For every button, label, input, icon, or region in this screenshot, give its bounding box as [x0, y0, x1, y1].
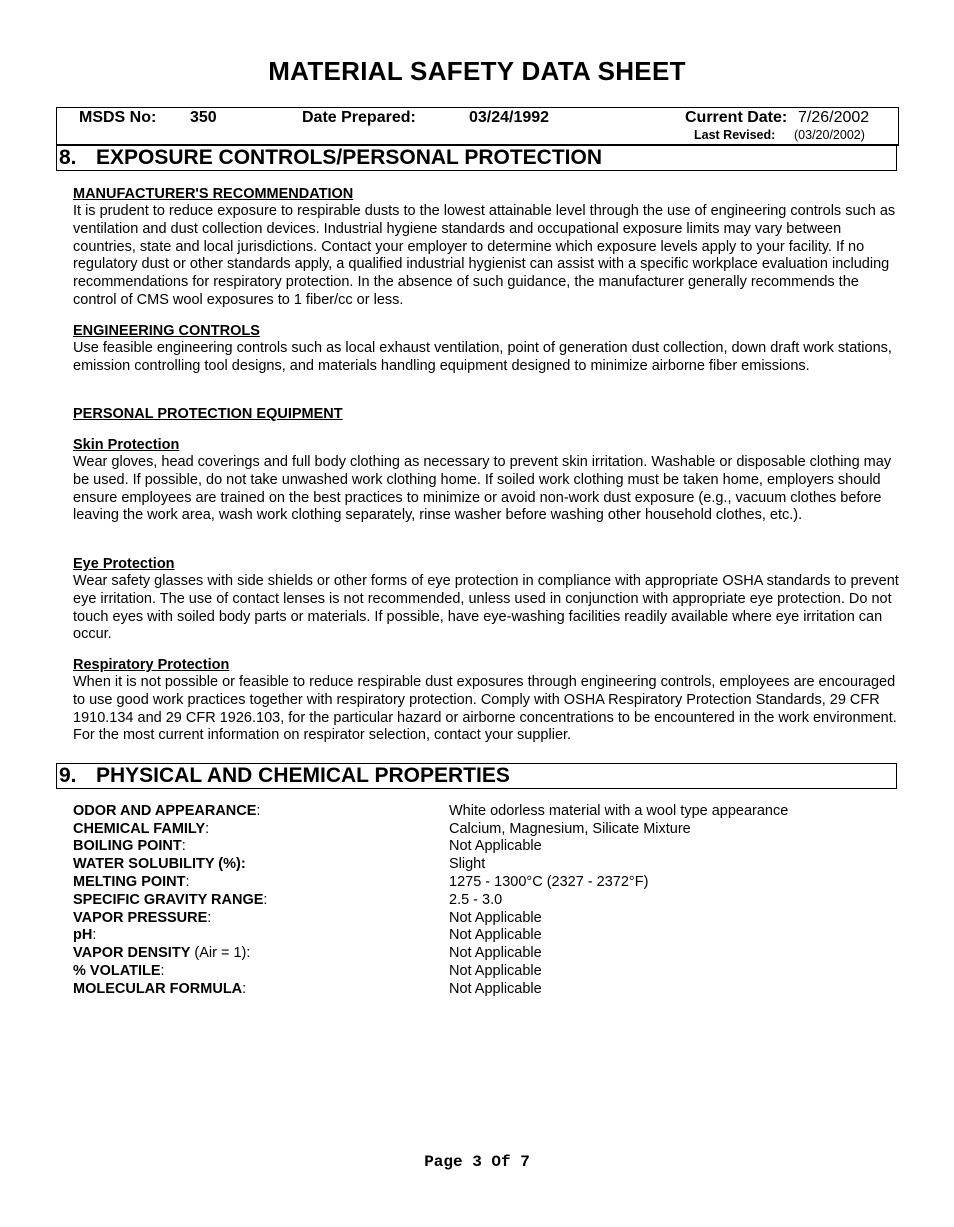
- section-8-header: [56, 145, 897, 171]
- respiratory-heading: Respiratory Protection: [73, 657, 230, 673]
- current-date-value: 7/26/2002: [798, 109, 870, 126]
- property-value: Not Applicable: [449, 981, 542, 997]
- respiratory-text: When it is not possible or feasible to reduce respirable dust exposures through engineering controls, employees are encouraged to use good work practices together with respiratory protection. Comply with OSHA Respiratory Protection Standards, 29 CFR 1910.134 and 29 CFR 1926.103, for the particular hazard or airborne concentrations to be encountered in the work environment. For the most current information on respirator selection, contact your supplier.: [73, 674, 897, 744]
- property-label: VAPOR PRESSURE:: [73, 910, 212, 926]
- property-label: % VOLATILE:: [73, 963, 165, 979]
- engineering-controls-block: [73, 323, 899, 376]
- msds-no-value: 350: [190, 109, 217, 126]
- skin-heading: Skin Protection: [73, 437, 180, 453]
- msds-header-box: [56, 107, 899, 146]
- property-value: Not Applicable: [449, 910, 542, 926]
- respiratory-protection-block: [73, 657, 899, 745]
- skin-protection-block: [73, 437, 899, 525]
- property-label: CHEMICAL FAMILY:: [73, 821, 210, 837]
- last-revised-label: Last Revised:: [694, 128, 776, 142]
- section-9-header: [56, 763, 897, 789]
- ppe-heading: PERSONAL PROTECTION EQUIPMENT: [73, 406, 343, 422]
- property-value: 2.5 - 3.0: [449, 892, 503, 908]
- section-8-title: EXPOSURE CONTROLS/PERSONAL PROTECTION: [96, 146, 602, 169]
- eye-protection-block: [73, 556, 899, 644]
- property-row: [73, 910, 893, 928]
- property-label: VAPOR DENSITY (Air = 1):: [73, 945, 251, 961]
- property-value: Not Applicable: [449, 927, 542, 943]
- eye-text: Wear safety glasses with side shields or other forms of eye protection in compliance with appropriate OSHA standards to prevent eye irritation. The use of contact lenses is not recommended, unless used in conjunction with appropriate eye protection. Do not touch eyes with soiled body parts or materials. If possible, have eye-washing facilities readily available where eye irritation can occur.: [73, 573, 899, 643]
- property-row: [73, 892, 893, 910]
- property-row: [73, 838, 893, 856]
- property-value: White odorless material with a wool type appearance: [449, 803, 789, 819]
- page-number-footer: Page 3 Of 7: [424, 1153, 530, 1171]
- property-row: [73, 945, 893, 963]
- manufacturer-text: It is prudent to reduce exposure to respirable dusts to the lowest attainable level through the use of engineering controls such as ventilation and dust collection devices. Industrial hygiene standards and occupational exposure limits may vary between countries, state and local jurisdictions. Contact your employer to determine which exposure levels apply to your facility. If no regulatory dust or other standards apply, a qualified industrial hygienist can assist with a specific workplace evaluation including recommendations for respiratory protection. In the absence of such guidance, the manufacturer generally recommends the control of CMS wool exposures to 1 fiber/cc or less.: [73, 203, 896, 308]
- manufacturer-heading: MANUFACTURER'S RECOMMENDATION: [73, 186, 354, 202]
- last-revised-value: (03/20/2002): [794, 128, 865, 142]
- property-value: Slight: [449, 856, 486, 872]
- property-label: SPECIFIC GRAVITY RANGE:: [73, 892, 268, 908]
- property-row: [73, 874, 893, 892]
- property-row: [73, 821, 893, 839]
- property-label: ODOR AND APPEARANCE:: [73, 803, 261, 819]
- current-date-label: Current Date:: [685, 109, 788, 126]
- property-label: pH:: [73, 927, 97, 943]
- engineering-heading: ENGINEERING CONTROLS: [73, 323, 260, 339]
- section-9-title: PHYSICAL AND CHEMICAL PROPERTIES: [96, 764, 510, 787]
- property-value: Not Applicable: [449, 945, 542, 961]
- skin-text: Wear gloves, head coverings and full body clothing as necessary to prevent skin irritation. Washable or disposable clothing may be used. If possible, do not take unwashed work clothing home. If soiled work clothing must be taken home, employers should ensure employees are trained on the best practices to minimize or avoid non-work dust exposure (e.g., vacuum clothes before leaving the work area, wash work clothing separately, rinse washer before washing other household clothes, etc.).: [73, 454, 892, 524]
- property-row: [73, 981, 893, 999]
- section-9-number: 9.: [59, 764, 77, 787]
- manufacturer-recommendation-block: [73, 186, 899, 310]
- ppe-block: [73, 406, 899, 423]
- section-8-number: 8.: [59, 146, 77, 169]
- property-label: BOILING POINT:: [73, 838, 186, 854]
- property-row: [73, 803, 893, 821]
- engineering-text: Use feasible engineering controls such as local exhaust ventilation, point of generation dust collection, down draft work stations, emission controlling tool designs, and materials handling equipment designed to minimize airborne fiber emissions.: [73, 340, 892, 374]
- date-prepared-value: 03/24/1992: [469, 109, 550, 126]
- property-row: [73, 856, 893, 874]
- property-row: [73, 963, 893, 981]
- date-prepared-label: Date Prepared:: [302, 109, 416, 126]
- property-row: [73, 927, 893, 945]
- document-title: MATERIAL SAFETY DATA SHEET: [268, 56, 686, 86]
- property-value: Calcium, Magnesium, Silicate Mixture: [449, 821, 691, 837]
- property-label: WATER SOLUBILITY (%):: [73, 856, 246, 872]
- property-value: 1275 - 1300°C (2327 - 2372°F): [449, 874, 649, 890]
- property-label: MOLECULAR FORMULA:: [73, 981, 247, 997]
- property-value: Not Applicable: [449, 963, 542, 979]
- property-value: Not Applicable: [449, 838, 542, 854]
- property-label: MELTING POINT:: [73, 874, 190, 890]
- eye-heading: Eye Protection: [73, 556, 175, 572]
- msds-no-label: MSDS No:: [79, 109, 157, 126]
